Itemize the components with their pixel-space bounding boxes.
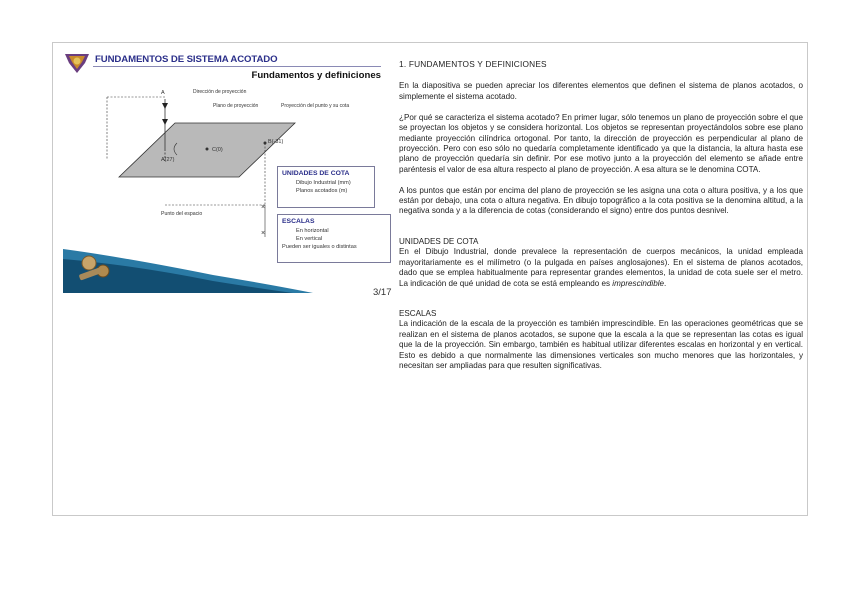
document-page (52, 42, 808, 516)
paragraph-sistema-acotado: ¿Por qué se caracteriza el sistema acotado? En primer lugar, sólo tenemos un plano de proyección sobre el que se proyectan los objetos y se considera horizontal. Los objetos se representan proyectándolos sobre ese plano mediante proyección cilíndrica ortogonal. Por tanto, la dirección de proyección es perpendicular al plano de proyección. Pero con eso sólo no quedaría completamente identificado ya que la distancia, la altura hasta ese plano de proyección quedaría sin definir. Por ese motivo junto a la proyección del elemento se añade entre paréntesis el valor de esa altura respecto al plano de proyección. A esa altura se le denomina COTA. (399, 112, 803, 174)
paragraph-escalas: La indicación de la escala de la proyección es también imprescindible. En las operaciones geométricas que se realizan en el sistema de planos acotados, se supone que la escala a la que se representan las cotas es igual que la de la proyección. Sin embargo, también es habitual utilizar diferentes escalas en horizontal y en vertical. Esto es debido a que normalmente las dimensiones verticales son mucho menores que las horizontales, y necesitan ser ampliadas para que resulten significativas. (399, 319, 803, 370)
slide-thumbnail (63, 51, 392, 298)
slide-header-title: FUNDAMENTOS DE SISTEMA ACOTADO (95, 54, 278, 65)
escalas-title: ESCALAS (399, 308, 437, 318)
label-punto-espacio: Punto del espacio (161, 211, 203, 217)
point-b-label: B(-31) (268, 139, 284, 145)
paragraph-unidades (399, 247, 803, 289)
svg-text:×: × (261, 204, 266, 211)
point-a-proj-label: A(27) (161, 157, 175, 163)
unidades-text: En el Dibujo Industrial, donde prevalece la representación de cuerpos mecánicos, la unidad empleada mayoritariamente es el milímetro (o la pulgada en países anglosajones). En el sistema de planos acotados, dado que se emplea habitualmente para representar grandes elementos, la unidad de cota suele ser el metro. La indicación de qué unidad de cota se está empleando es (399, 247, 803, 288)
svg-text:×: × (261, 230, 266, 237)
label-proyeccion-punto: Proyección del punto y su cota (281, 103, 350, 109)
slide-swoosh-decoration (63, 241, 381, 293)
escalas-box-item: En vertical (296, 236, 323, 242)
slide-subtitle: Fundamentos y definiciones (251, 70, 381, 81)
point-a-label: A (161, 90, 165, 96)
unidades-box-item: Dibujo Industrial (mm) (296, 180, 351, 186)
unidades-box (277, 166, 375, 208)
label-plano: Plano de proyección (213, 103, 259, 109)
section-heading: 1. FUNDAMENTOS Y DEFINICIONES (399, 59, 547, 69)
unidades-end: . (664, 278, 667, 288)
slide-page-number: 3/17 (373, 287, 392, 298)
point-c-label: C(0) (212, 147, 223, 153)
paragraph-intro: En la diapositiva se pueden apreciar los diferentes elementos que definen el sistema de planos acotados, o simplemente el sistema acotado. (399, 81, 803, 101)
escalas-box-title: ESCALAS (282, 218, 315, 225)
paragraph-cotas: A los puntos que están por encima del plano de proyección se les asigna una cota o altura positiva, y a los que están por debajo, una cota o altura negativa. En dibujo topográfico a la cota positiva se la denomina altitud, a la negativa sonda y a la diferencia de cotas (considerando el signo) entre dos puntos desnivel. (399, 185, 803, 216)
slide-header-rule (93, 66, 381, 67)
label-direccion: Dirección de proyección (193, 89, 247, 95)
escalas-box-footer: Pueden ser iguales o distintas (282, 244, 357, 250)
slide-logo-icon (63, 51, 91, 75)
unidades-title: UNIDADES DE COTA (399, 236, 479, 246)
unidades-emphasis: imprescindible (612, 278, 665, 288)
notes-text (399, 59, 803, 371)
escalas-box-item: En horizontal (296, 228, 329, 234)
unidades-box-item: Planos acotados (m) (296, 188, 348, 194)
unidades-box-title: UNIDADES DE COTA (282, 170, 350, 177)
